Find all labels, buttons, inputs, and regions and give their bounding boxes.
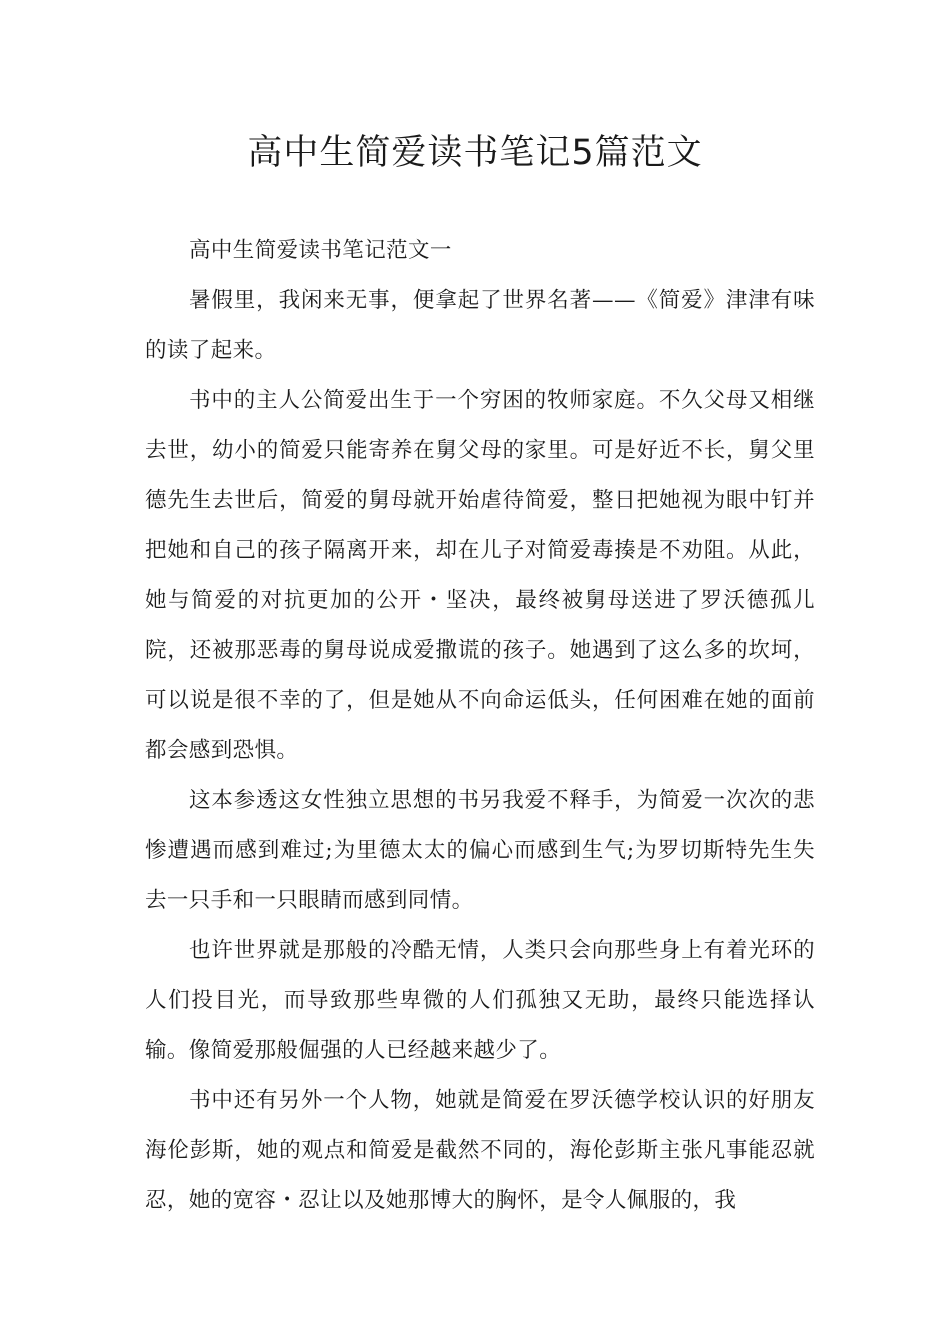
document-body xyxy=(145,226,815,1226)
paragraph-3: 这本参透这女性独立思想的书另我爱不释手，为简爱一次次的悲惨遭遇而感到难过;为里德太太的偏心而感到生气;为罗切斯特先生失去一只手和一只眼睛而感到同情。 xyxy=(145,788,815,913)
paragraph-2: 书中的主人公简爱出生于一个穷困的牧师家庭。不久父母又相继去世，幼小的简爱只能寄养在舅父母的家里。可是好近不长，舅父里德先生去世后，简爱的舅母就开始虐待简爱，整日把她视为眼中钉并把她和自己的孩子隔离开来，却在儿子对简爱毒揍是不劝阻。从此，她与简爱的对抗更加的公开・坚决，最终被舅母送进了罗沃德孤儿院，还被那恶毒的舅母说成爱撒谎的孩子。她遇到了这么多的坎坷，可以说是很不幸的了，但是她从不向命运低头，任何困难在她的面前都会感到恐惧。 xyxy=(145,388,815,763)
paragraph-1: 暑假里，我闲来无事，便拿起了世界名著——《简爱》津津有味的读了起来。 xyxy=(145,288,815,363)
section-heading: 高中生简爱读书笔记范文一 xyxy=(189,238,452,263)
document-title: 高中生简爱读书笔记5篇范文 xyxy=(247,133,703,173)
paragraph-4: 也许世界就是那般的冷酷无情，人类只会向那些身上有着光环的人们投目光，而导致那些卑微的人们孤独又无助，最终只能选择认输。像简爱那般倔强的人已经越来越少了。 xyxy=(145,938,815,1063)
paragraph-5: 书中还有另外一个人物，她就是简爱在罗沃德学校认识的好朋友海伦彭斯，她的观点和简爱是截然不同的，海伦彭斯主张凡事能忍就忍，她的宽容・忍让以及她那博大的胸怀，是令人佩服的，我 xyxy=(145,1088,815,1213)
